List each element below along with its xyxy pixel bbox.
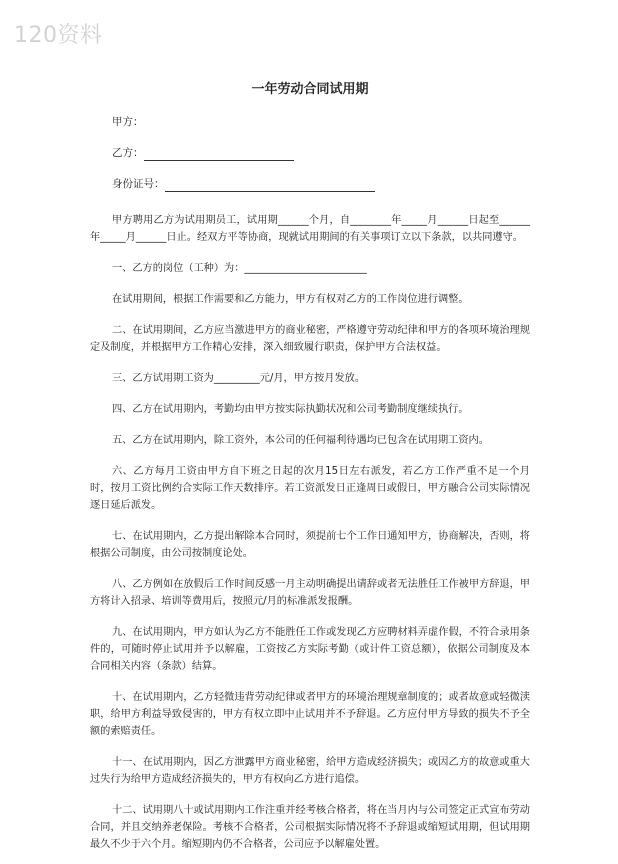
clause-2: 二、在试用期间，乙方应当激进甲方的商业秘密，严格遵守劳动纪律和甲方的各项环境治理规定及制度，并根据甲方工作精心安排，深入细致履行职责，保护甲方合法权益。: [90, 325, 530, 353]
contract-document: [90, 70, 530, 864]
id-number-field: [112, 177, 530, 192]
party-b-label: 乙方：: [112, 147, 144, 159]
watermark-text: 120资料: [14, 23, 103, 48]
clause-1-note: 在试用期间，根据工作需要和乙方能力，甲方有权对乙方的工作岗位进行调整。: [112, 294, 469, 305]
clause-3: 三、乙方试用期工资为_________元/月，甲方按月发放。: [112, 373, 366, 384]
clause-5: 五、乙方在试用期内，除工资外，本公司的任何福利待遇均已包含在试用期工资内。: [112, 435, 489, 446]
clause-8: 八、乙方例如在放假后工作时间反感一月主动明确提出请辞或者无法胜任工作被甲方辞退，甲方将计入招录、培训等费用后，按照元/月的标准派发报酬。: [90, 579, 530, 607]
clause-9: 九、在试用期内，甲方如认为乙方不能胜任工作或发现乙方应聘材料弄虚作假，不符合录用条件的，可随时停止试用并予以解雇，工资按乙方实际考勤（或计件工资总额），依据公司制度及本合同相关内容（条款）结算。: [90, 627, 530, 672]
clause-7: 七、在试用期内，乙方提出解除本合同时，须提前七个工作日通知甲方，协商解决，否则，将根据公司制度，由公司按制度论处。: [90, 531, 530, 559]
clause-11: 十一、在试用期内，因乙方泄露甲方商业秘密，给甲方造成经济损失；或因乙方的故意或重大过失行为给甲方造成经济损失的，甲方有权向乙方进行追偿。: [90, 757, 530, 785]
id-number-label: 身份证号：: [112, 178, 165, 190]
party-b-blank: [144, 149, 294, 161]
clause-12: 十二、试用期八十或试用期内工作注重并经考核合格者，将在当月内与公司签定正式宣布劳动合同，并且交纳养老保险。考核不合格者，公司根据实际情况将不予辞退或缩短试用期，但试用期最久不少于六个月。缩短期内仍不合格者，公司应予以解雇处置。: [90, 805, 530, 850]
clause-6: 六、乙方每月工资由甲方自下班之日起的次月15日左右派发，若乙方工作严重不足一个月时，按月工资比例约合实际工作天数排序。若工资派发日正逢周日或假日，甲方融合公司实际情况逐日延后派发。: [90, 466, 530, 511]
document-title: 一年劳动合同试用期: [251, 82, 369, 97]
intro-paragraph: 甲方聘用乙方为试用期员工，试用期______个月，自________年_____月______日起至______年_____月______日止。经双方平等协商，现就试用期间的有关事项订立以下条款，以共同遵守。: [90, 215, 530, 243]
party-a-field: [112, 115, 530, 130]
clause-4: 四、乙方在试用期内，考勤均由甲方按实际执勤状况和公司考勤制度继续执行。: [112, 404, 469, 415]
clause-10: 十、在试用期内，乙方轻微违背劳动纪律或者甲方的环境治理规章制度的；或者故意或轻微渎职，给甲方利益导致侵害的，甲方有权立即中止试用并不予辞退。乙方应付甲方导致的损失不予全额的索赔责任。: [90, 692, 530, 737]
id-number-blank: [165, 180, 375, 192]
party-a-label: 甲方：: [112, 116, 144, 128]
clause-1: 一、乙方的岗位（工种）为：________________________: [112, 263, 367, 274]
party-b-field: [112, 146, 530, 161]
